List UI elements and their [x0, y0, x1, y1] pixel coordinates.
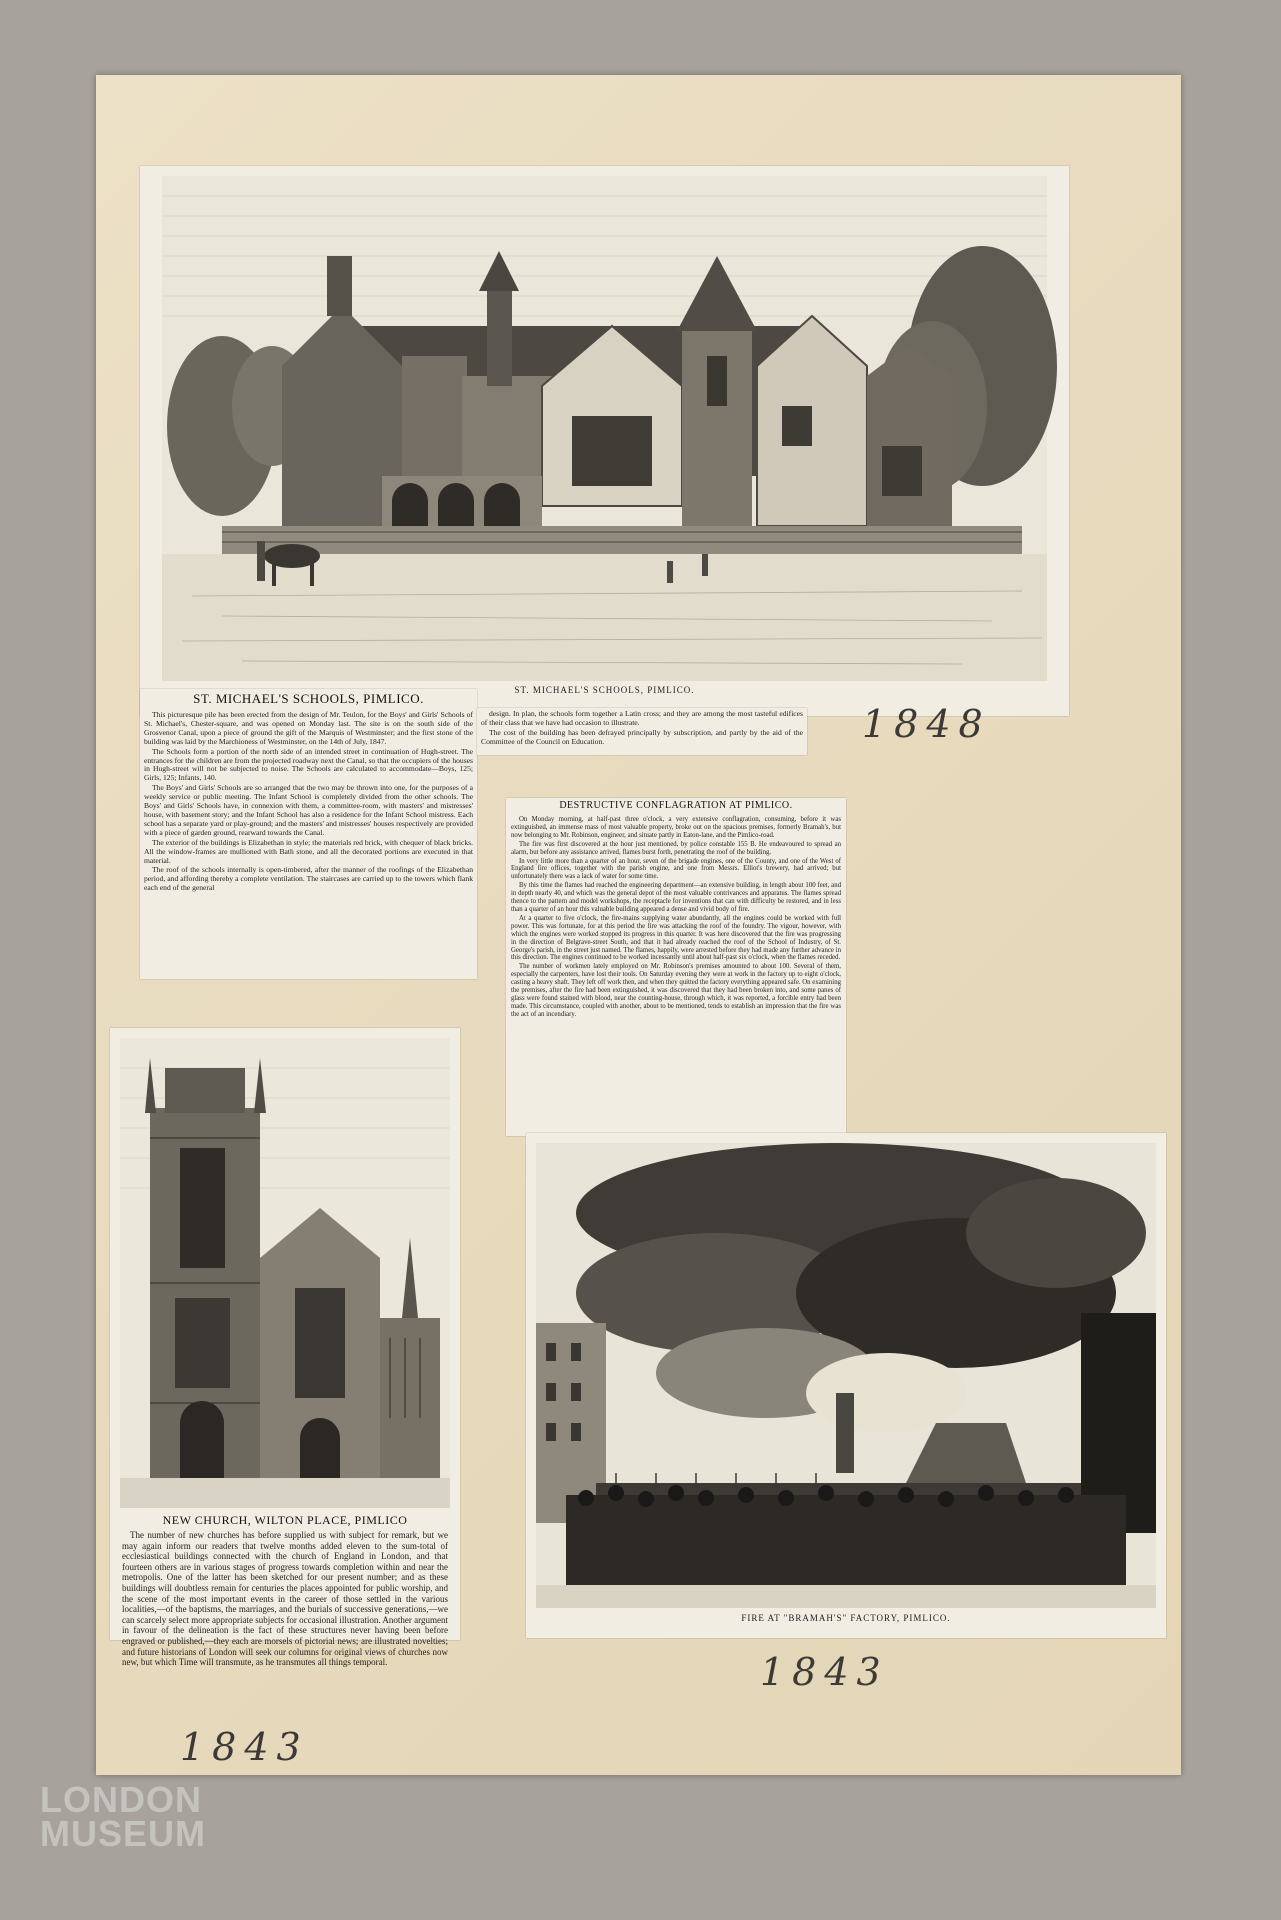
fire-paragraph: In very little more than a quarter of an hour, seven of the brigade engines, one of the County, and one of the West of England fire offices, together with the parish engine, and one from Messrs. Elliot's brewery, had arrived; but unfortunately there was a lack of water for some time. [511, 857, 841, 881]
schools-continuation-paragraph: The cost of the building has been defrayed principally by subscription, and partly by the aid of the Committee of the Council on Education. [481, 727, 803, 746]
handwritten-date-top: 1848 [862, 702, 991, 746]
church-engraving [120, 1038, 450, 1508]
schools-text [144, 711, 473, 894]
church-heading: NEW CHURCH, WILTON PLACE, PIMLICO [162, 1513, 408, 1527]
schools-continuation-paragraph: design. In plan, the schools form together a Latin cross; and they are among the most tasteful edifices of their class that we have had occasion to illustrate. [481, 709, 803, 727]
schools-clipping [140, 166, 1069, 716]
fire-article [506, 798, 846, 1136]
handwritten-date-bottom: 1843 [180, 1725, 309, 1769]
schools-paragraph: The Boys' and Girls' Schools are so arranged that the two may be thrown into one, for the purposes of a weekly service or public meeting. The Infant School is completely divided from the other schools. The Boys' and Girls' Schools have, in connexion with them, a committee-room, with masters' and mistresses' house, with basement story; and the Infant School has also a residence for the Infant School mistress. Each school has a separate yard or play-ground; and the masters' and mistresses' houses respectively are provided with a piece of garden ground, rearward towards the Canal. [144, 783, 473, 837]
schools-engraving [162, 176, 1047, 681]
schools-paragraph: The roof of the schools internally is open-timbered, after the manner of the roofings of the Elizabethan period, and affording thereby a complete ventilation. The staircases are carried up to the towers which flank each end of the general [144, 865, 473, 893]
schools-paragraph: The exterior of the buildings is Elizabethan in style; the materials red brick, with chequer of black bricks. All the window-frames are mullioned with Bath stone, and all the decorated portions are executed in that material. [144, 837, 473, 865]
church-clipping [110, 1028, 460, 1668]
watermark-line: LONDON [40, 1779, 202, 1820]
fire-image-caption: FIRE AT "BRAMAH'S" FACTORY, PIMLICO. [741, 1613, 951, 1623]
schools-continuation-text [481, 710, 803, 748]
watermark-line: MUSEUM [40, 1813, 206, 1854]
schools-heading: ST. MICHAEL'S SCHOOLS, PIMLICO. [193, 691, 424, 706]
schools-paragraph: The Schools form a portion of the north side of an intended street in continuation of Hugh-street. The entrances for the children are from the projected roadway next the Canal, so that the occupiers of the houses in Hugh-street will not be subjected to noise. The Schools are calculated to accommodate—Boys, 125; Girls, 125; Infants, 140. [144, 746, 473, 783]
fire-paragraph: On Monday morning, at half-past three o'clock, a very extensive conflagration, consuming, before it was extinguished, an immense mass of most valuable property, broke out on the spacious premises, formerly Bramah's, but now belonging to Mr. Robinson, engineer, and situate partly in Eaton-lane, and the Pimlico-road. [511, 816, 841, 839]
fire-paragraph: At a quarter to five o'clock, the fire-mains supplying water abundantly, all the engines could be worked with full power. This was fortunate, for at this period the fire was attacking the roof of the foundry. The vigour, however, with which the engines were worked stopped its progress in this quarter. It was here discovered that the fire was progressing in the direction of Belgrave-street South, and that it had already reached the roof of the School of Industry, of St. George's parish, in the street just named. The flames, happily, were arrested before they had made any further advance in this direction. The engines continued to be worked incessantly until about half-past six o'clock, when the flames receded. [511, 914, 841, 962]
fire-clipping [526, 1133, 1166, 1638]
church-text [122, 1530, 448, 1669]
handwritten-date-middle: 1843 [760, 1650, 889, 1694]
schools-paragraph: This picturesque pile has been erected from the design of Mr. Teulon, for the Boys' and Girls' Schools of St. Michael's, Chester-square, and was opened on Monday last. The site is on the south side of the Grosvenor Canal, upon a piece of ground the gift of the Marquis of Westminster; and the first stone of the building was laid by the Marchioness of Westminster, on the 14th of July, 1847. [144, 710, 473, 746]
church-paragraph: The number of new churches has before supplied us with subject for remark, but we may again inform our readers that twelve months added eleven to the sum-total of ecclesiastical buildings connected with the church of England in London, and that fourteen others are in various stages of progress towards completion within and near the metropolis. One of the latter has been sketched for our present number; and as these buildings will doubtless remain for centuries the places appointed for public worship, and the scene of the most important events in the career of those settled in the various localities,—of the baptisms, the marriages, and the burials of successive generations,—we can scarcely select more appropriate subjects for occasional illustration. Another argument in favour of the delineation is the fact of these structures never having been before engraved or published,—they each are morsels of pictorial news; are illustrated novelties; and future historians of London will seek our columns for original views of churches now new, but which Time will transmute, as he transmutes all things temporal. [122, 1530, 448, 1668]
fire-paragraph: The number of workmen lately employed on Mr. Robinson's premises amounted to about 100. Several of them, especially the carpenters, have lost their tools. On Saturday evening they were at work in the factory up to eight o'clock, casting a heavy shaft. They left off work then, and when they quitted the factory everything appeared safe. On examining the premises, after the fire had been extinguished, it was discovered that they had been broken into, and some panes of glass were found stained with blood, near the counting-house, through which, it was reported, a forcible entry had been made. This circumstance, coupled with another, about to be mentioned, tends to establish an impression that the fire was the act of an incendiary. [511, 963, 841, 1018]
schools-continuation [477, 708, 807, 755]
schools-article [140, 689, 477, 979]
fire-engraving [536, 1143, 1156, 1608]
fire-paragraph: The fire was first discovered at the hour just mentioned, by police constable 155 B. He endeavoured to spread an alarm, but before any assistance arrived, flames burst forth, penetrating the roof of the building. [511, 840, 841, 856]
museum-watermark [40, 1779, 206, 1854]
fire-heading: DESTRUCTIVE CONFLAGRATION AT PIMLICO. [559, 800, 793, 811]
schools-image-caption: ST. MICHAEL'S SCHOOLS, PIMLICO. [514, 685, 695, 695]
fire-text [511, 816, 841, 1020]
fire-paragraph: By this time the flames had reached the engineering department—an extensive building, in length about 100 feet, and in depth nearly 40, and which was the general depot of the most valuable contrivances and apparatus. The flames spread thence to the pattern and model workshops, the receptacle for inventions that can with difficulty be restored, and in less than a quarter of an hour this valuable building appeared a dense and vivid body of fire. [511, 882, 841, 913]
